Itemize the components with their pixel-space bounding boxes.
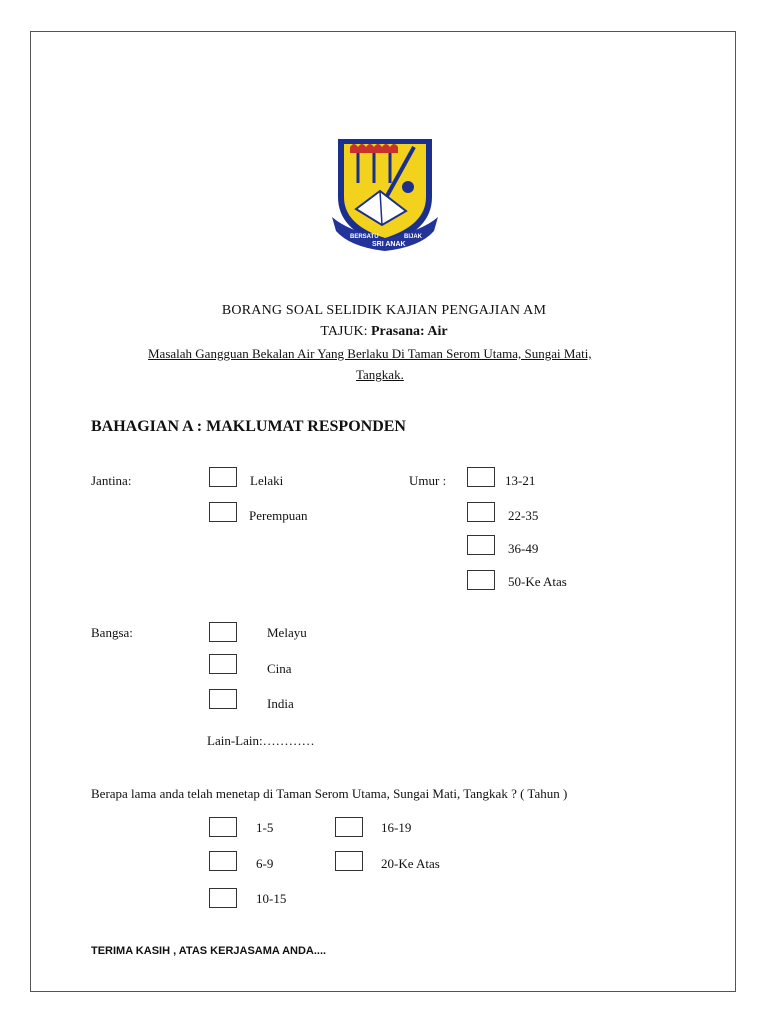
option-umur-22-35: 22-35 — [508, 508, 539, 523]
option-umur-13-21: 13-21 — [505, 473, 536, 488]
option-cina: Cina — [267, 661, 292, 676]
checkbox-perempuan[interactable] — [209, 502, 237, 522]
option-india: India — [267, 696, 294, 711]
school-crest-logo — [330, 135, 440, 253]
subtitle-line-1: Masalah Gangguan Bekalan Air Yang Berlaku Di Taman Serom Utama, Sungai Mati, — [148, 346, 592, 361]
option-perempuan: Perempuan — [249, 508, 308, 523]
subtitle-line-2: Tangkak. — [356, 367, 404, 382]
option-melayu: Melayu — [267, 625, 307, 640]
bangsa-label: Bangsa: — [91, 625, 133, 640]
tajuk-label: TAJUK: — [320, 324, 368, 339]
option-tahun-16-19: 16-19 — [381, 820, 412, 835]
checkbox-umur-50-ke-atas[interactable] — [467, 570, 495, 590]
thank-you-note: TERIMA KASIH , ATAS KERJASAMA ANDA.... — [91, 945, 327, 957]
option-tahun-20-ke-atas: 20-Ke Atas — [381, 856, 440, 871]
lain-lain-field[interactable]: Lain-Lain:………… — [207, 733, 315, 748]
form-title: BORANG SOAL SELIDIK KAJIAN PENGAJIAN AM — [221, 303, 547, 318]
tajuk-line — [0, 324, 768, 340]
checkbox-melayu[interactable] — [209, 622, 237, 642]
option-umur-50-ke-atas: 50-Ke Atas — [508, 574, 567, 589]
option-tahun-1-5: 1-5 — [256, 820, 274, 835]
checkbox-cina[interactable] — [209, 654, 237, 674]
option-umur-36-49: 36-49 — [508, 541, 539, 556]
checkbox-tahun-16-19[interactable] — [335, 817, 363, 837]
motto-left-text: BERSATU — [350, 234, 379, 240]
motto-right-text: BIJAK — [404, 234, 423, 240]
jantina-label: Jantina: — [91, 473, 132, 488]
checkbox-umur-13-21[interactable] — [467, 467, 495, 487]
umur-label: Umur : — [409, 473, 447, 488]
checkbox-tahun-10-15[interactable] — [209, 888, 237, 908]
duration-question: Berapa lama anda telah menetap di Taman Serom Utama, Sungai Mati, Tangkak ? ( Tahun ) — [91, 786, 568, 801]
tajuk-value: Prasana: Air — [371, 324, 448, 339]
checkbox-umur-22-35[interactable] — [467, 502, 495, 522]
checkbox-umur-36-49[interactable] — [467, 535, 495, 555]
checkbox-tahun-6-9[interactable] — [209, 851, 237, 871]
option-tahun-6-9: 6-9 — [256, 856, 274, 871]
section-a-heading: BAHAGIAN A : MAKLUMAT RESPONDEN — [91, 418, 406, 435]
checkbox-lelaki[interactable] — [209, 467, 237, 487]
checkbox-tahun-1-5[interactable] — [209, 817, 237, 837]
checkbox-tahun-20-ke-atas[interactable] — [335, 851, 363, 871]
option-lelaki: Lelaki — [250, 473, 284, 488]
checkbox-india[interactable] — [209, 689, 237, 709]
motto-center-text: SRI ANAK — [372, 241, 406, 248]
option-tahun-10-15: 10-15 — [256, 891, 287, 906]
